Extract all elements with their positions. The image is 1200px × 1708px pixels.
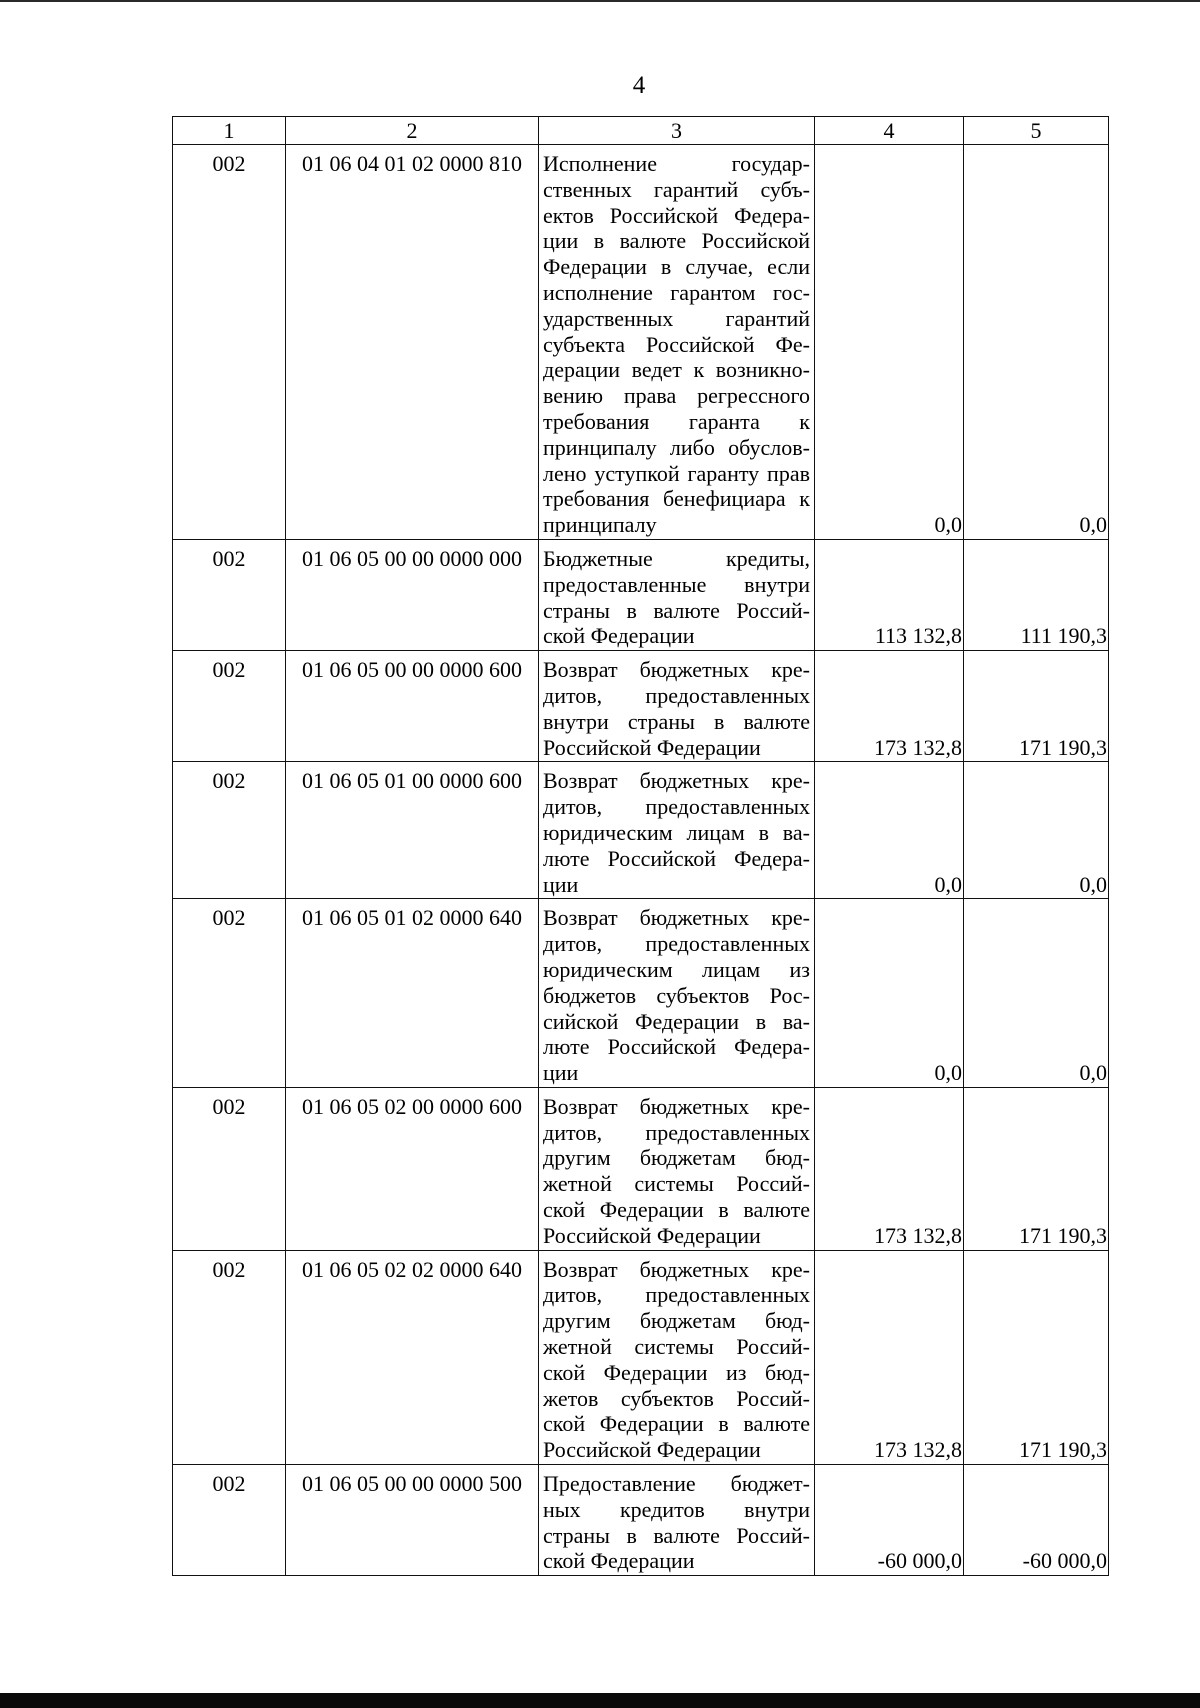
amount-col5-cell: 0,0 [964, 899, 1109, 1088]
amount-col4-cell: 0,0 [815, 899, 964, 1088]
amount-col5-cell: -60 000,0 [964, 1465, 1109, 1576]
amount-col4-cell: 173 132,8 [815, 651, 964, 762]
column-header: 5 [964, 117, 1109, 145]
admin-code-cell: 002 [173, 1250, 286, 1464]
classification-code-cell: 01 06 05 00 00 0000 000 [286, 539, 539, 650]
amount-col5-cell: 171 190,3 [964, 651, 1109, 762]
admin-code-cell: 002 [173, 899, 286, 1088]
source-name-cell: Возврат бюджетных кредитов, предоставленных юридическим лицам из бюджетов субъектов Российской Федерации в валюте Российской Федерации [539, 899, 815, 1088]
source-name-cell: Возврат бюджетных кредитов, предоставленных внутри страны в валюте Российской Федерации [539, 651, 815, 762]
amount-col5-cell: 0,0 [964, 145, 1109, 540]
table-row [173, 539, 1109, 650]
amount-col5-cell: 0,0 [964, 762, 1109, 899]
source-name-cell: Возврат бюджетных кредитов, предоставленных юридическим лицам в валюте Российской Федерации [539, 762, 815, 899]
amount-col4-cell: 113 132,8 [815, 539, 964, 650]
admin-code-cell: 002 [173, 651, 286, 762]
amount-col5-cell: 171 190,3 [964, 1087, 1109, 1250]
classification-code-cell: 01 06 05 00 00 0000 600 [286, 651, 539, 762]
table-row [173, 145, 1109, 540]
classification-code-cell: 01 06 05 01 02 0000 640 [286, 899, 539, 1088]
admin-code-cell: 002 [173, 145, 286, 540]
classification-code-cell: 01 06 05 00 00 0000 500 [286, 1465, 539, 1576]
admin-code-cell: 002 [173, 1465, 286, 1576]
source-name-cell: Предоставление бюджетных кредитов внутри страны в валюте Российской Федерации [539, 1465, 815, 1576]
amount-col4-cell: 0,0 [815, 762, 964, 899]
classification-code-cell: 01 06 05 02 00 0000 600 [286, 1087, 539, 1250]
table-row [173, 762, 1109, 899]
classification-code-cell: 01 06 04 01 02 0000 810 [286, 145, 539, 540]
admin-code-cell: 002 [173, 1087, 286, 1250]
table-row [173, 899, 1109, 1088]
column-header: 3 [539, 117, 815, 145]
admin-code-cell: 002 [173, 762, 286, 899]
table-row [173, 651, 1109, 762]
classification-code-cell: 01 06 05 02 02 0000 640 [286, 1250, 539, 1464]
source-name-cell: Возврат бюджетных кредитов, предоставленных другим бюджетам бюджетной системы Российской Федерации из бюджетов субъектов Российской Федерации в валюте Российской Федерации [539, 1250, 815, 1464]
amount-col4-cell: 0,0 [815, 145, 964, 540]
amount-col4-cell: 173 132,8 [815, 1087, 964, 1250]
source-name-cell: Бюджетные кредиты, предоставленные внутри страны в валюте Российской Федерации [539, 539, 815, 650]
column-header: 4 [815, 117, 964, 145]
amount-col4-cell: 173 132,8 [815, 1250, 964, 1464]
budget-sources-table [172, 116, 1109, 1576]
column-header: 2 [286, 117, 539, 145]
amount-col5-cell: 171 190,3 [964, 1250, 1109, 1464]
table-row [173, 1087, 1109, 1250]
amount-col4-cell: -60 000,0 [815, 1465, 964, 1576]
scan-bottom-edge [0, 1693, 1200, 1708]
source-name-cell: Исполнение государственных гарантий субъектов Российской Федерации в валюте Российской Федерации в случае, если исполнение гарантом государственных гарантий субъекта Российской Федерации ведет к возникновению права регрессного требования гаранта к принципалу либо обусловлено уступкой гаранту прав требования бенефициара к принципалу [539, 145, 815, 540]
classification-code-cell: 01 06 05 01 00 0000 600 [286, 762, 539, 899]
admin-code-cell: 002 [173, 539, 286, 650]
table-header-row [173, 117, 1109, 145]
table-row [173, 1465, 1109, 1576]
amount-col5-cell: 111 190,3 [964, 539, 1109, 650]
page-number: 4 [632, 72, 646, 99]
scan-top-edge [0, 0, 1200, 2]
column-header: 1 [173, 117, 286, 145]
source-name-cell: Возврат бюджетных кредитов, предоставленных другим бюджетам бюджетной системы Российской Федерации в валюте Российской Федерации [539, 1087, 815, 1250]
table-row [173, 1250, 1109, 1464]
